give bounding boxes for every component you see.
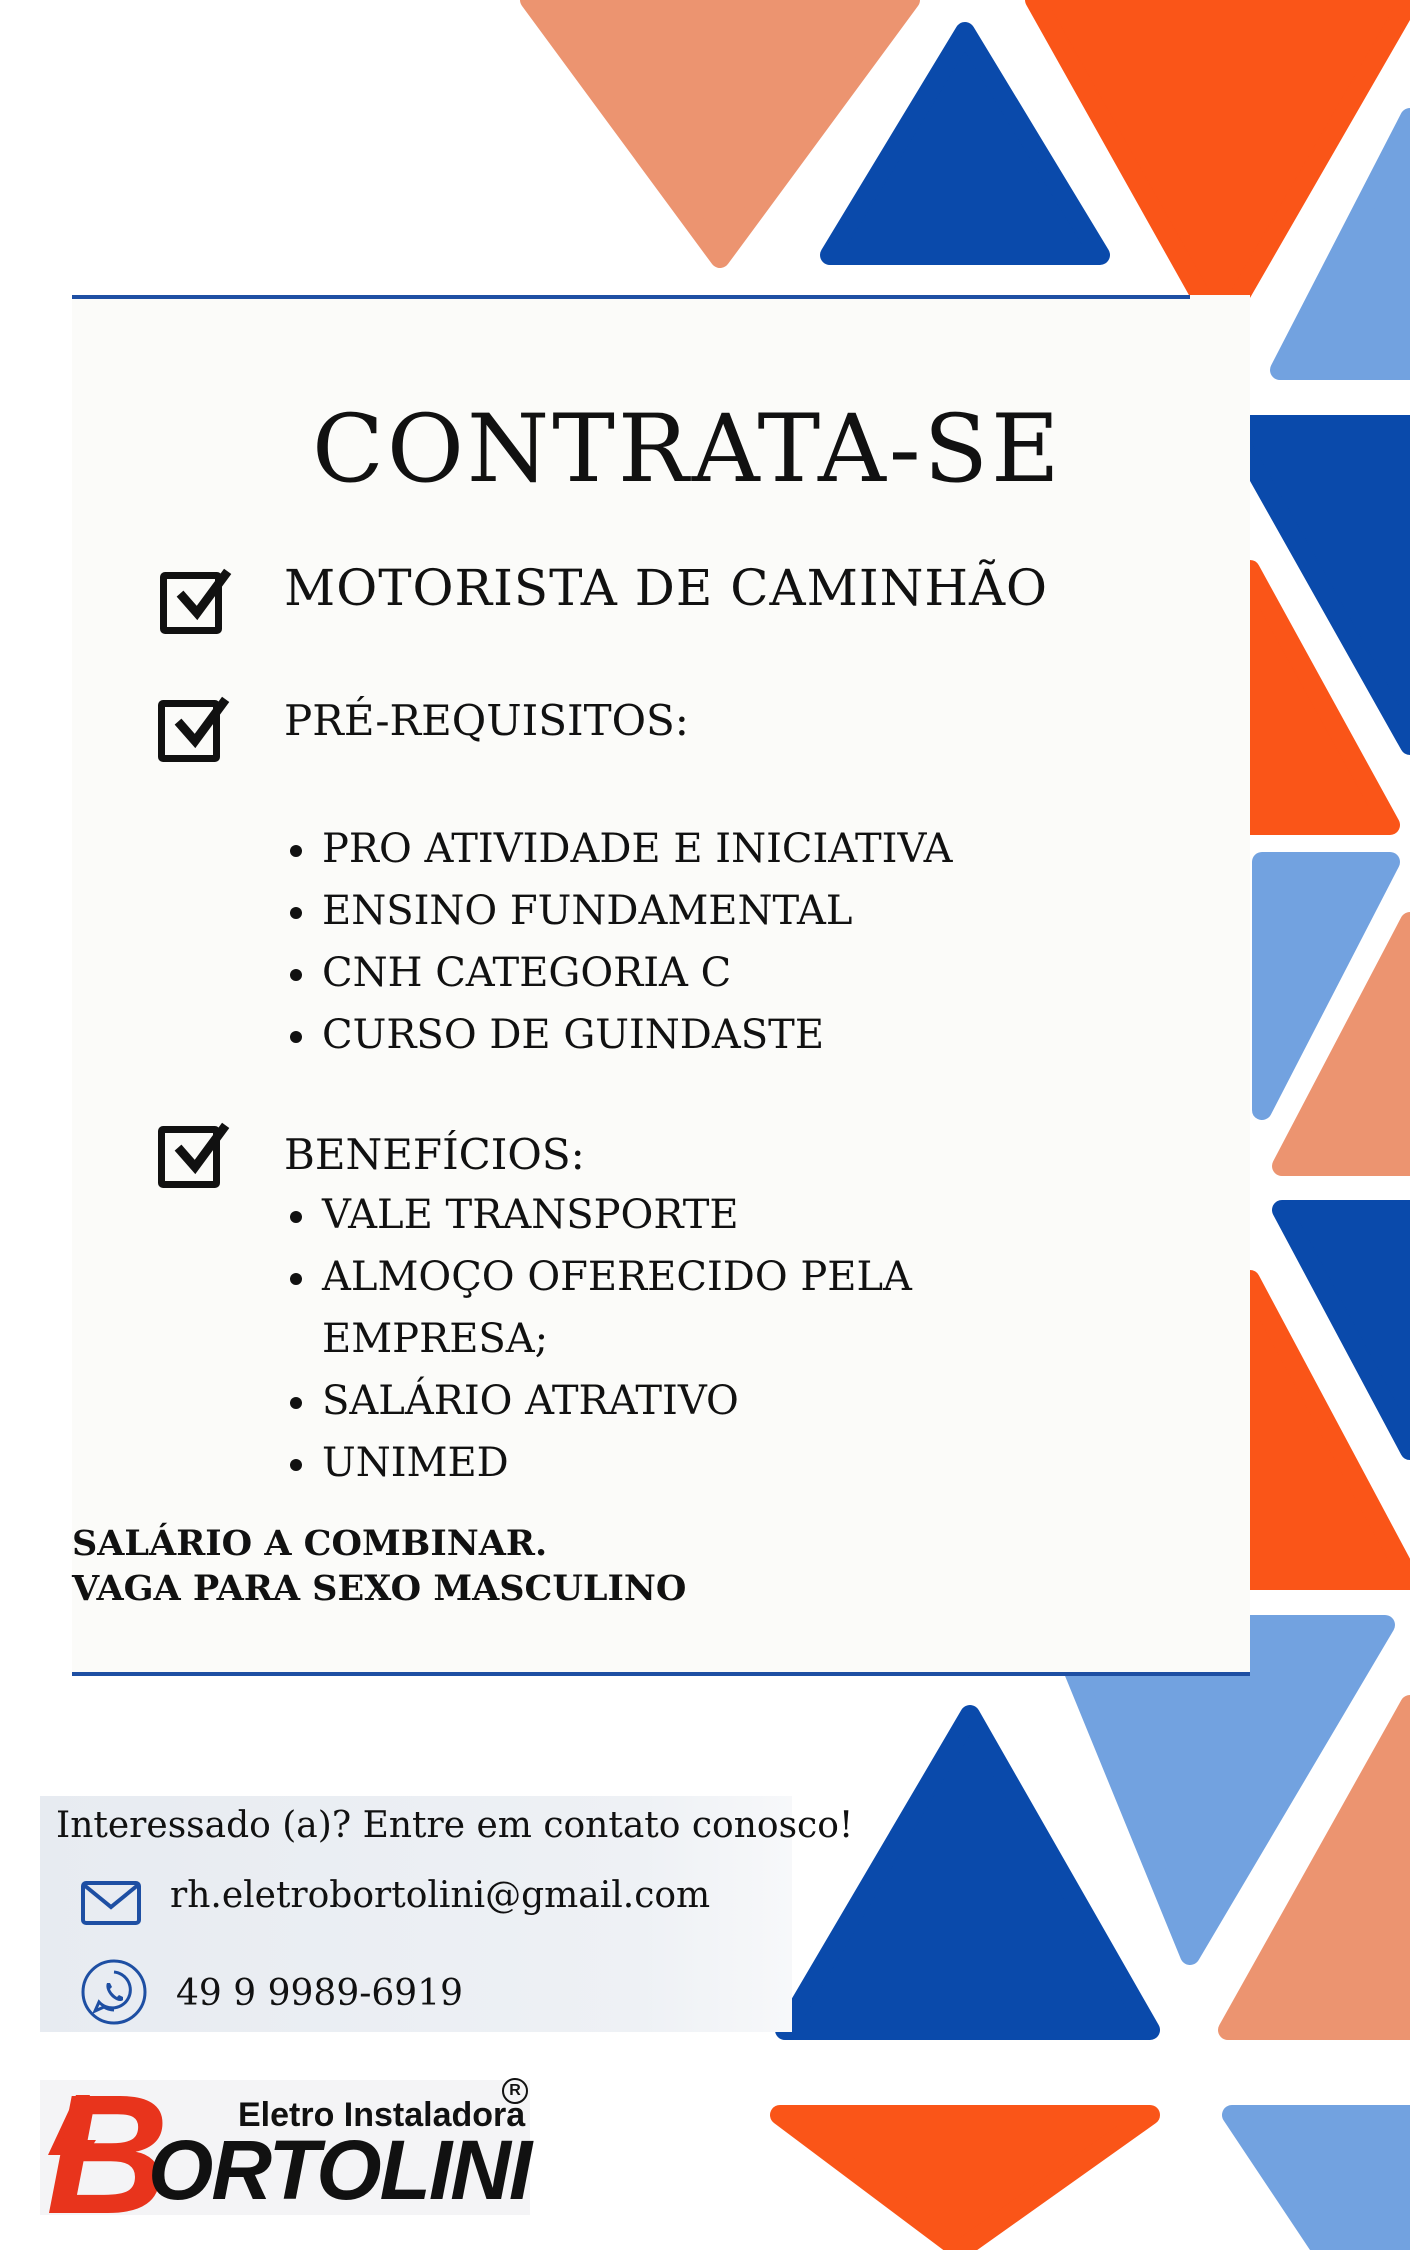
benefits-heading: BENEFÍCIOS: [284,1130,585,1179]
logo-initial: B [46,2060,169,2250]
list-item: UNIMED [322,1432,912,1494]
checkbox-checked-icon [158,1126,220,1188]
list-item: VALE TRANSPORTE [322,1184,912,1246]
mail-icon [80,1880,142,1926]
list-item: ENSINO FUNDAMENTAL [322,880,953,942]
list-item-line: EMPRESA; [322,1316,549,1362]
page-title: CONTRATA-SE [312,395,1063,504]
requirements-list [322,818,953,1066]
phone-link[interactable]: 49 9 9989-6919 [176,1973,463,2014]
gender-note: VAGA PARA SEXO MASCULINO [72,1568,687,1609]
bottom-divider [72,1672,1250,1676]
top-divider [72,295,1190,299]
salary-note: SALÁRIO A COMBINAR. [72,1523,548,1564]
list-item: PRO ATIVIDADE E INICIATIVA [322,818,953,880]
list-item [322,1246,912,1370]
requirements-heading: PRÉ-REQUISITOS: [284,696,689,745]
contact-heading: Interessado (a)? Entre em contato conosco! [56,1805,854,1846]
checkbox-checked-icon [160,572,222,634]
logo-name: ORTOLINI [148,2123,531,2217]
email-link[interactable]: rh.eletrobortolini@gmail.com [170,1875,711,1916]
triangle-orange-bottom [780,2115,1150,2250]
benefits-list [322,1184,912,1494]
checkbox-checked-icon [158,700,220,762]
list-item: SALÁRIO ATRATIVO [322,1370,912,1432]
whatsapp-icon [80,1958,148,2026]
triangle-blue-bottom [785,1715,1150,2030]
registered-mark-icon: R [502,2078,528,2104]
position-title: MOTORISTA DE CAMINHÃO [284,559,1049,617]
list-item: CURSO DE GUINDASTE [322,1004,953,1066]
logo-tagline: Eletro Instaladora [238,2096,526,2134]
list-item: CNH CATEGORIA C [322,942,953,1004]
triangle-lightblue-bottom [1232,2115,1410,2250]
list-item-line: ALMOÇO OFERECIDO PELA [322,1254,912,1300]
